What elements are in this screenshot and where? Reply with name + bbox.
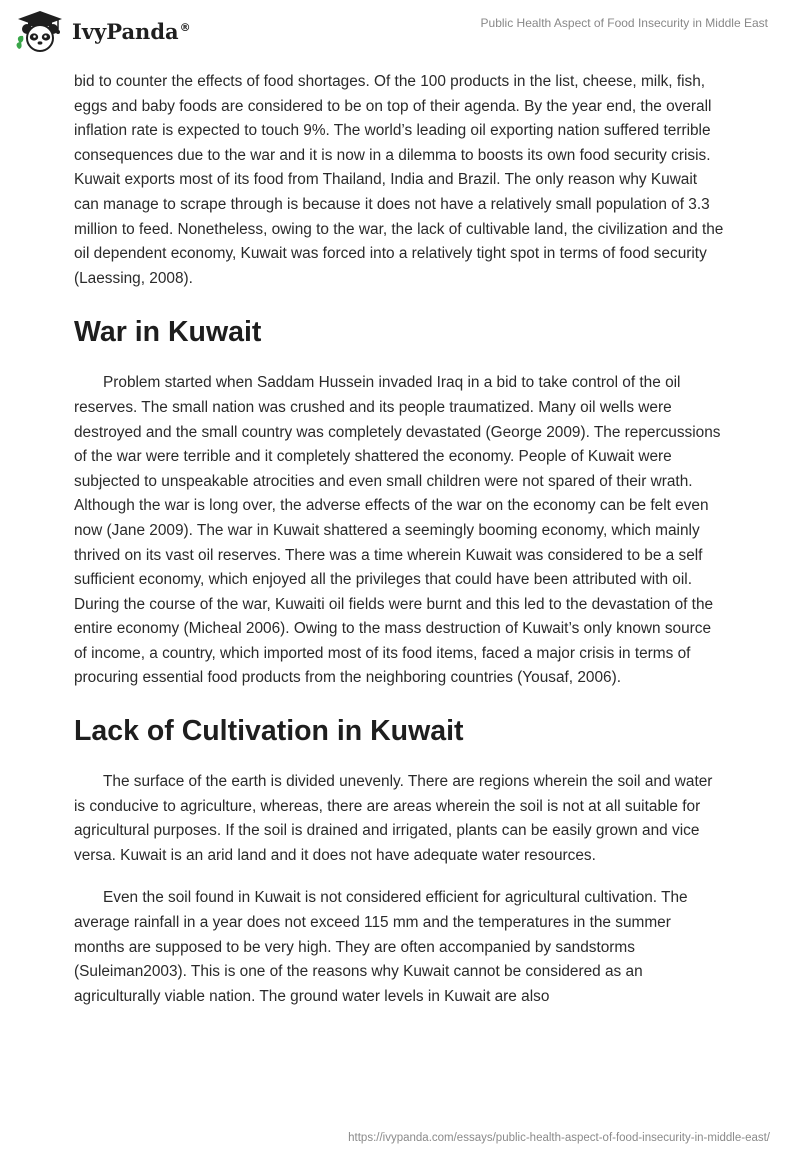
document-title: Public Health Aspect of Food Insecurity in Middle East <box>480 16 768 30</box>
war-paragraph: Problem started when Saddam Hussein invaded Iraq in a bid to take control of the oil reserves. The small nation was crushed and its people traumatized. Many oil wells were destroyed and the small country was completely devastated (George 2009). The repercussions of the war were terrible and it completely shattered the economy. People of Kuwait were subjected to unspeakable atrocities and even small children were not spared of their wrath. Although the war is long over, the adverse effects of the war on the economy can be felt even now (Jane 2009). The war in Kuwait shattered a seemingly booming economy, which mainly thrived on its vast oil reserves. There was a time wherein Kuwait was considered to be a self sufficient economy, which enjoyed all the privileges that could have been attributed with oil. During the course of the war, Kuwaiti oil fields were burnt and this led to the devastation of the entire economy (Micheal 2006). Owing to the mass destruction of Kuwait’s only known source of income, a country, which imported most of its food items, faced a major crisis in terms of procuring essential food products from the neighboring countries (Yousaf, 2006). <box>74 374 721 687</box>
heading-lack-of-cultivation: Lack of Cultivation in Kuwait <box>74 715 464 748</box>
source-url[interactable]: https://ivypanda.com/essays/public-health-aspect-of-food-insecurity-in-middle-east/ <box>348 1132 770 1144</box>
intro-paragraph: bid to counter the effects of food shortages. Of the 100 products in the list, cheese, milk, fish, eggs and baby foods are considered to be on top of their agenda. By the year end, the overall inflation rate is expected to touch 9%. The world’s leading oil exporting nation suffered terrible consequences due to the war and it is now in a dilemma to boosts its own food security crisis. Kuwait exports most of its food from Thailand, India and Brazil. The only reason why Kuwait can manage to scrape through is because it does not have a relatively small population of 3.3 million to feed. Nonetheless, owing to the war, the lack of cultivable land, the civilization and the oil dependent economy, Kuwait was forced into a relatively tight spot in terms of food security (Laessing, 2008). <box>74 73 724 287</box>
panda-graduate-icon <box>14 9 66 53</box>
article-body <box>74 70 724 1009</box>
page-header <box>0 0 800 70</box>
cultivation-paragraph-1: The surface of the earth is divided unevenly. There are regions wherein the soil and water is conducive to agriculture, whereas, there are areas wherein the soil is not at all suitable for agricultural purposes. If the soil is drained and irrigated, plants can be easily grown and vice versa. Kuwait is an arid land and it does not have adequate water resources. <box>74 773 713 864</box>
cultivation-paragraph-2: Even the soil found in Kuwait is not considered efficient for agricultural cultivation. The average rainfall in a year does not exceed 115 mm and the temperatures in the summer months are supposed to be very high. They are often accompanied by sandstorms (Suleiman2003). This is one of the reasons why Kuwait cannot be considered as an agriculturally viable nation. The ground water levels in Kuwait are also <box>74 889 688 1005</box>
brand-name: IvyPanda® <box>72 18 191 44</box>
brand-logo[interactable] <box>14 9 191 53</box>
heading-war-in-kuwait: War in Kuwait <box>74 316 262 349</box>
